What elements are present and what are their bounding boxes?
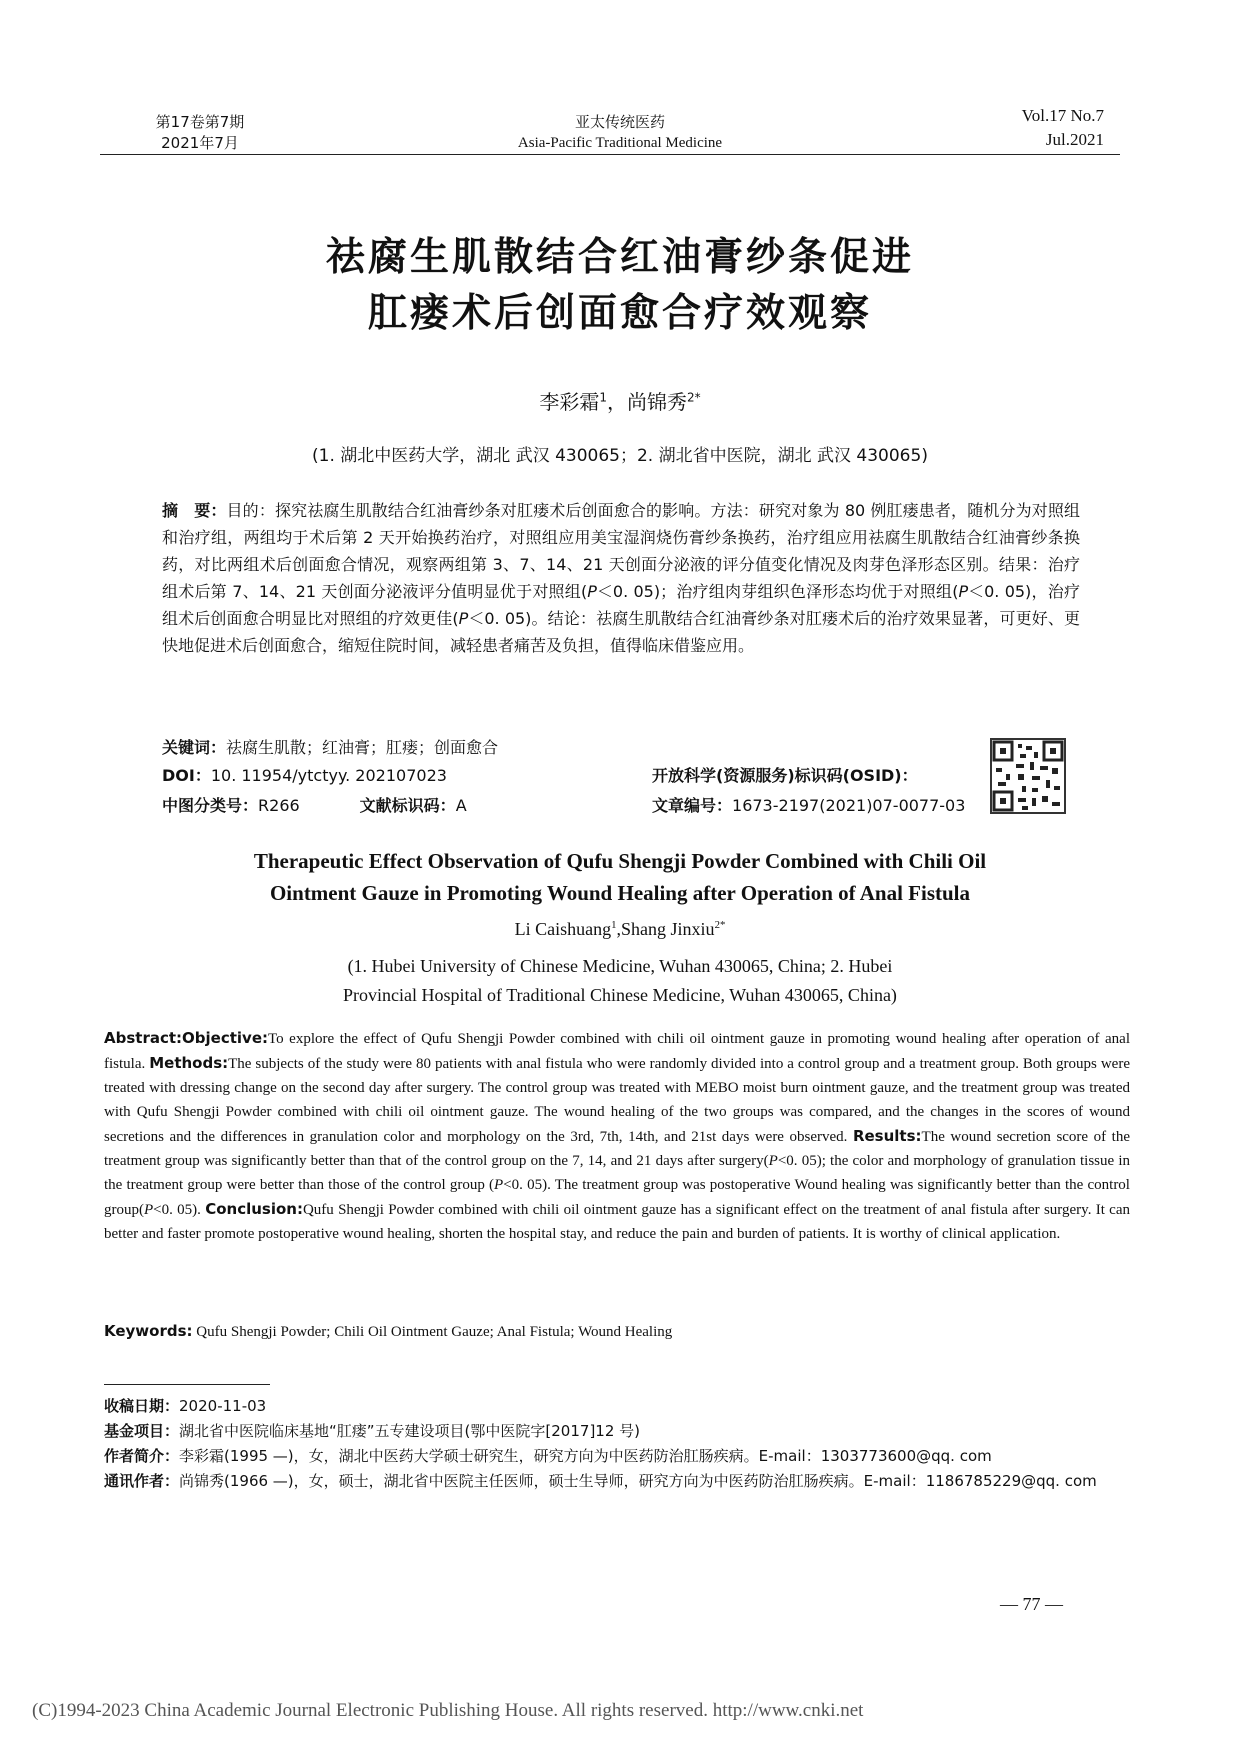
footnote-value: 2020-11-03	[179, 1397, 267, 1415]
abstract-cn-text-4: ＜0. 05)。结论：祛腐生肌散结合红油膏纱条对肛瘘术后的治疗效果显著，可更好、更快地促进术后创面愈合，缩短住院时间，减轻患者痛苦及负担，值得临床借鉴应用。	[162, 609, 1080, 655]
journal-name	[400, 112, 840, 154]
footnote-value: 尚锦秀(1966 —)，女，硕士，湖北省中医院主任医师，硕士生导师，研究方向为中医药防治肛肠疾病。E-mail：1186785229@qq. com	[179, 1472, 1097, 1490]
doi-value[interactable]: 10. 11954/ytctyy. 202107023	[210, 766, 447, 785]
header-divider	[100, 154, 1120, 155]
footnote-value: 湖北省中医院临床基地“肛瘘”五专建设项目(鄂中医院字[2017]12 号)	[179, 1422, 640, 1440]
issue-date-en: Jul.2021	[1045, 130, 1104, 149]
title-cn-line2: 肛瘘术后创面愈合疗效观察	[367, 291, 872, 336]
author-2-cn-sup: 2*	[687, 390, 701, 405]
doc-code-label: 文献标识码：	[359, 796, 456, 815]
classification-row	[162, 793, 467, 816]
conclusion-label: Conclusion:	[205, 1200, 303, 1218]
author-sep-en: ,	[616, 919, 622, 939]
results-text-4: <0. 05).	[153, 1202, 206, 1218]
footnote-label: 收稿日期：	[104, 1397, 180, 1415]
paper-title-en	[120, 845, 1120, 909]
abstract-cn-text-2: ＜0. 05)；治疗组肉芽组织色泽形态均优于对照组(	[596, 582, 959, 601]
journal-issue-cn	[100, 112, 300, 154]
objective-text: To explore the effect of Qufu Shengji Powder combined with chili oil ointment gauze in promoting wound healing after operation of anal fistula.	[104, 1031, 1130, 1072]
authors-en	[0, 919, 1240, 940]
author-sep-cn: ，	[607, 390, 627, 414]
article-number-label: 文章编号：	[652, 796, 733, 815]
footnote-divider	[104, 1384, 270, 1385]
footnote-author-bio	[104, 1444, 1130, 1469]
footnote-value: 李彩霜(1995 —)，女，湖北中医药大学硕士研究生，研究方向为中医药防治肛肠疾病。E-mail：1303773600@qq. com	[179, 1447, 992, 1465]
abstract-cn	[162, 497, 1080, 659]
article-number	[652, 793, 965, 816]
results-text-1: The wound secretion score of the treatment group was significantly better than that of the control group on the 7, 14, and 21 days after surgery(	[104, 1129, 1130, 1169]
abstract-cn-p-2: P	[958, 582, 969, 601]
footnote-fund	[104, 1419, 1130, 1444]
affiliation-en-line1: (1. Hubei University of Chinese Medicine, Wuhan 430065, China; 2. Hubei	[347, 956, 893, 976]
affiliation-en	[0, 952, 1240, 1010]
issue-date-cn: 2021年7月	[161, 134, 239, 152]
abstract-cn-p-3: P	[458, 609, 469, 628]
journal-issue-en	[960, 104, 1104, 152]
footnote-label: 基金项目：	[104, 1422, 180, 1440]
keywords-en-label: Keywords:	[104, 1322, 193, 1340]
qr-code-icon[interactable]	[990, 738, 1066, 814]
osid-label: 开放科学(资源服务)标识码(OSID)：	[652, 766, 918, 785]
issue-volume-en: Vol.17 No.7	[1021, 106, 1104, 125]
affiliation-en-line2: Provincial Hospital of Traditional Chinese Medicine, Wuhan 430065, China)	[343, 985, 897, 1005]
footnote-label: 通讯作者：	[104, 1472, 180, 1490]
abstract-en	[104, 1026, 1130, 1246]
methods-label: Methods:	[149, 1054, 229, 1072]
footnotes	[104, 1394, 1130, 1494]
objective-label: Objective:	[182, 1029, 268, 1047]
results-p-1: P	[768, 1153, 778, 1169]
title-en-line1: Therapeutic Effect Observation of Qufu Shengji Powder Combined with Chili Oil	[253, 849, 987, 873]
author-1-en: Li Caishuang	[514, 919, 612, 939]
results-p-3: P	[144, 1202, 154, 1218]
clc-value: R266	[258, 796, 300, 815]
keywords-cn-label: 关键词：	[162, 738, 227, 757]
results-text-3: <0. 05). The treatment group was postoperative Wound healing was significantly better than the control group(	[104, 1177, 1130, 1218]
journal-name-en: Asia-Pacific Traditional Medicine	[517, 135, 723, 151]
abstract-cn-label: 摘 要：	[162, 501, 227, 520]
keywords-cn	[162, 735, 498, 758]
keywords-cn-value: 祛腐生肌散；红油膏；肛瘘；创面愈合	[226, 738, 499, 757]
title-en-line2: Ointment Gauze in Promoting Wound Healing after Operation of Anal Fistula	[269, 881, 971, 905]
journal-name-cn: 亚太传统医药	[574, 113, 665, 131]
methods-text: The subjects of the study were 80 patients with anal fistula who were randomly divided into a control group and a treatment group. Both groups were treated with dressing change on the second day after surgery. The control group was treated with MEBO moist burn ointment gauze, and the treatment group was treated with Qufu Shengji Powder combined with chili oil ointment gauze. The wound healing of the two groups was compared, and the changes in the scores of wound secretions and the differences in granulation color and morphology on the 3rd, 7th, 14th, and 21st days were observed.	[104, 1056, 1130, 1145]
doi-label: DOI：	[162, 766, 211, 785]
results-label: Results:	[852, 1127, 922, 1145]
results-p-2: P	[494, 1177, 504, 1193]
footnote-label: 作者简介：	[104, 1447, 180, 1465]
abstract-cn-text-1: 目的：探究祛腐生肌散结合红油膏纱条对肛瘘术后创面愈合的影响。方法：研究对象为 80 例肛瘘患者，随机分为对照组和治疗组，两组均于术后第 2 天开始换药治疗，对照组应用美宝湿润烧伤膏纱条换药，治疗组应用祛腐生肌散结合红油膏纱条换药，对比两组术后创面愈合情况，观察两组第 3、7、14、21 天创面分泌液的评分值变化情况及肉芽色泽形态区别。结果：治疗组术后第 7、14、21 天创面分泌液评分值明显优于对照组(	[162, 501, 1080, 601]
author-1-cn-sup: 1	[599, 390, 607, 405]
results-text-2: <0. 05); the color and morphology of granulation tissue in the treatment group were better than those of the control group (	[104, 1153, 1131, 1193]
abstract-cn-p-1: P	[587, 582, 597, 601]
page-number: — 77 —	[1000, 1594, 1063, 1614]
copyright-notice: (C)1994-2023 China Academic Journal Electronic Publishing House. All rights reserved. http://www.cnki.net	[32, 1700, 864, 1721]
keywords-en-value: Qufu Shengji Powder; Chili Oil Ointment Gauze; Anal Fistula; Wound Healing	[196, 1324, 673, 1340]
doi	[162, 763, 447, 786]
abstract-en-label: Abstract:	[104, 1029, 183, 1047]
footnote-received	[104, 1394, 1130, 1419]
issue-volume-cn: 第17卷第7期	[155, 113, 245, 131]
author-1-en-sup: 1	[611, 919, 617, 931]
author-2-en-sup: 2*	[714, 919, 726, 931]
article-number-value: 1673-2197(2021)07-0077-03	[732, 796, 966, 815]
author-2-en: Shang Jinxiu	[621, 919, 715, 939]
author-2-cn: 尚锦秀	[627, 390, 687, 414]
paper-title-cn	[0, 230, 1240, 342]
author-1-cn: 李彩霜	[539, 390, 600, 414]
conclusion-text: Qufu Shengji Powder combined with chili oil ointment gauze has a significant effect on the treatment of anal fistula after surgery. It can better and faster promote postoperative wound healing, shorten the hospital stay, and reduce the pain and burden of patients. It is worthy of clinical application.	[104, 1202, 1130, 1242]
title-cn-line1: 祛腐生肌散结合红油膏纱条促进	[325, 235, 914, 280]
authors-cn	[0, 386, 1240, 415]
keywords-en	[104, 1322, 672, 1341]
abstract-cn-text-3: ＜0. 05)，治疗组术后创面愈合明显比对照组的疗效更佳(	[162, 582, 1080, 628]
clc-label: 中图分类号：	[162, 796, 259, 815]
doc-code-value: A	[455, 796, 467, 815]
affiliation-cn: (1. 湖北中医药大学，湖北 武汉 430065；2. 湖北省中医院，湖北 武汉 430065)	[312, 446, 928, 466]
footnote-corresponding	[104, 1469, 1130, 1494]
osid	[652, 763, 918, 786]
